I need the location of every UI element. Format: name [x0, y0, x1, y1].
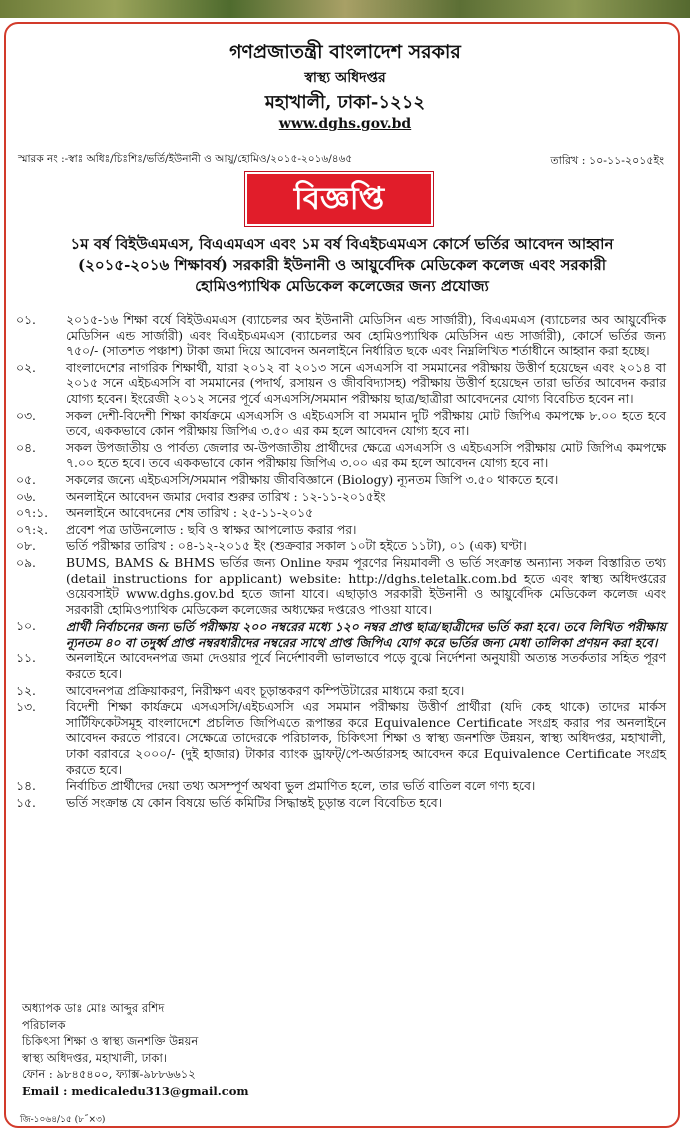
item-text: প্রবেশ পত্র ডাউনলোড : ছবি ও স্বাক্ষর আপলোড করার পর। [66, 522, 357, 537]
website-link[interactable]: www.dghs.gov.bd [278, 116, 412, 132]
list-item [16, 779, 666, 795]
item-number: ১৪. [16, 779, 36, 794]
list-item [16, 441, 666, 472]
signatory-name: অধ্যাপক ডাঃ মোঃ আব্দুর রশিদ [22, 1001, 165, 1015]
list-item [16, 523, 666, 539]
item-text: অনলাইনে আবেদনপত্র জমা দেওয়ার পূর্বে নির্দেশাবলী ভালভাবে পড়ে বুঝে নির্দেশনা অনুযায়ী অত্যন্ত সতর্কতার সহিত পূরণ করতে হবে। [66, 651, 666, 682]
notice-title: বিজ্ঞপ্তি [245, 172, 433, 226]
item-text: ভর্তি সংক্রান্ত যে কোন বিষয়ে ভর্তি কমিটির সিদ্ধান্তই চূড়ান্ত বলে বিবেচিত হবে। [66, 795, 443, 810]
list-item [16, 651, 666, 682]
list-item [16, 361, 666, 408]
item-number: ০১. [16, 313, 36, 327]
item-number: ১২. [16, 683, 36, 698]
item-text: BUMS, BAMS & BHMS ভর্তির জন্য Online ফরম পূরণের নিয়মাবলী ও ভর্তি সংক্রান্ত অন্যান্য সকল বিস্তারিত তথ্য (detail instructions for applicant) website: http://dghs.teletalk.com.bd হতে এবং স্বাস্থ্য অধিদপ্তরের ওয়েবসাইট www.dghs.gov.bd হতে জানা যাবে। এছাড়াও সরকারী ইউনানী ও আয়ুর্বেদিক মেডিকেল কলেজ এবং সরকারী হোমিওপ্যাথিক মেডিকেল কলেজের অধ্যক্ষের দপ্তরেও পাওয়া যাবে। [66, 555, 666, 617]
item-number: ০৭:১. [16, 506, 49, 521]
item-text: সকল উপজাতীয় ও পার্বত্য জেলার অ-উপজাতীয় প্রার্থীদের ক্ষেত্রে এসএসসি ও এইচএসসি পরীক্ষায় মোট জিপিএ কমপক্ষে ৭.০০ হতে হবে। তবে এককভাবে কোন পরীক্ষায় জিপিএ ৩.০০ এর কম হলে আবেদন যোগ্য হবে না। [66, 440, 666, 471]
item-number: ০৮. [16, 539, 36, 554]
address: মহাখালী, ঢাকা-১২১২ [264, 92, 426, 113]
footer-code: জি-১০৬৪/১৫ (৮˝×৩) [20, 1115, 106, 1125]
item-number: ০৬. [16, 489, 36, 504]
list-item [16, 619, 666, 650]
list-item [16, 313, 666, 360]
list-item [16, 506, 666, 522]
item-number: ১৫. [16, 795, 36, 810]
item-text: সকলের জন্যে এইচএসসি/সমমান পরীক্ষায় জীববিজ্ঞানে (Biology) ন্যূনতম জিপি ৩.৫০ থাকতে হবে। [66, 472, 559, 487]
item-text: প্রার্থী নির্বাচনের জন্য ভর্তি পরীক্ষায় ২০০ নম্বরের মধ্যে ১২০ নম্বর প্রাপ্ত ছাত্র/ছাত্রীদের ভর্তি করা হবে। তবে লিখিত পরীক্ষায় ন্যূনতম ৪০ বা তদুর্ধ্ব প্রাপ্ত নম্বরধারীদের নম্বরের সাথে প্রাপ্ত জিপিএ যোগ করে ভর্তির জন্য মেধা তালিকা প্রণয়ন করা হবে। [66, 619, 666, 650]
subject-line-1: ১ম বর্ষ বিইউএমএস, বিএএমএস এবং ১ম বর্ষ বিএইচএমএস কোর্সে ভর্তির আবেদন আহ্বান [70, 235, 614, 253]
list-item [16, 409, 666, 440]
signature-block [22, 1000, 249, 1099]
item-text: বিদেশী শিক্ষা কার্যক্রমে এসএসসি/এইচএসসি এর সমমান পরীক্ষায় উত্তীর্ণ প্রার্থীরা (যদি কেহ থাকে) তাদের মার্কস সার্টিফিকেটসমূহ বাংলাদেশে প্রচলিত জিপিএতে রূপান্তর করে Equivalence Certificate সংগ্রহ করার পর অনলাইনে আবেদন করতে পারবে। সেক্ষেত্রে তাদেরকে পরিচালক, চিকিৎসা শিক্ষা ও স্বাস্থ্য জনশক্তি উন্নয়ন, স্বাস্থ্য অধিদপ্তর, মহাখালী, ঢাকা বরাবরে ২০০০/- (দুই হাজার) টাকার ব্যাংক ড্রাফট্/পে-অর্ডারসহ আবেদন করে Equivalence Certificate সংগ্রহ করতে হবে। [66, 700, 666, 777]
signatory-title: পরিচালক [22, 1017, 66, 1032]
subject-line-2: (২০১৫-২০১৬ শিক্ষাবর্ষ) সরকারী ইউনানী ও আয়ুর্বেদিক মেডিকেল কলেজ এবং সরকারী [78, 256, 606, 274]
list-item [16, 490, 666, 506]
item-number: ০৯. [16, 555, 36, 570]
department-name: স্বাস্থ্য অধিদপ্তর [304, 70, 386, 86]
list-item [16, 473, 666, 489]
signatory-office: স্বাস্থ্য অধিদপ্তর, মহাখালী, ঢাকা। [22, 1050, 167, 1065]
item-text: নির্বাচিত প্রার্থীদের দেয়া তথ্য অসম্পূর্ণ অথবা ভুল প্রমাণিত হলে, তার ভর্তি বাতিল বলে গণ্য হবে। [66, 779, 536, 794]
item-number: ১০. [16, 619, 36, 634]
contact-phone: ফোন : ৯৮৪৫৪০০, ফ্যাক্স-৯৮৮৬৬১২ [22, 1067, 196, 1081]
memo-date: তারিখ : ১০-১১-২০১৫ইং [550, 154, 664, 167]
item-text: আবেদনপত্র প্রক্রিয়াকরণ, নিরীক্ষণ এবং চূড়ান্তকরণ কম্পিউটারের মাধ্যমে করা হবে। [66, 683, 465, 698]
item-text: সকল দেশী-বিদেশী শিক্ষা কার্যক্রমে এসএসসি ও এইচএসসি বা সমমান দুটি পরীক্ষায় মোট জিপিএ কমপক্ষে ৮.০০ হতে হবে তবে, এককভাবে কোন পরীক্ষায় জিপিএ ৩.৫০ এর কম হলে আবেদন যোগ্য হবে না। [66, 408, 666, 439]
govt-name: গণপ্রজাতন্ত্রী বাংলাদেশ সরকার [229, 41, 461, 63]
notice-items [16, 313, 666, 812]
list-item [16, 684, 666, 700]
contact-email[interactable]: Email : medicaledu313@gmail.com [22, 1083, 249, 1098]
list-item [16, 556, 666, 618]
item-number: ০২. [16, 360, 36, 375]
list-item [16, 796, 666, 812]
item-number: ১৩. [16, 700, 36, 715]
top-decorative-strip [0, 0, 690, 18]
memo-reference: স্মারক নং :-স্বাঃ অধিঃ/চিঃশিঃ/ভর্তি/ইউনানী ও আয়ু/হোমিও/২০১৫-২০১৬/৪৬৫ [18, 153, 353, 165]
item-number: ০৪. [16, 440, 36, 455]
notice-subject [10, 234, 674, 297]
signatory-department: চিকিৎসা শিক্ষা ও স্বাস্থ্য জনশক্তি উন্নয়ন [22, 1034, 199, 1048]
item-number: ০৭:২. [16, 522, 49, 537]
item-number: ০৩. [16, 408, 36, 423]
item-number: ১১. [16, 651, 36, 666]
item-text: ২০১৫-১৬ শিক্ষা বর্ষে বিইউএমএস (ব্যাচেলর অব ইউনানী মেডিসিন এন্ড সার্জারী), বিএএমএস (ব্যাচেলর অব আয়ুর্বেদিক মেডিসিন এন্ড সার্জারী) এবং বিএইচএমএস (ব্যাচেলর অব হোমিওপ্যাথিক মেডিসিন এন্ড সার্জারী), কোর্সে ভর্তির জন্য ৭৫০/- (সাতশত পঞ্চাশ) টাকা জমা দিয়ে আবেদন অনলাইনে নির্ধারিত ছকে এবং নিম্নলিখিত শর্তাধীনে আহ্বান করা হচ্ছে। [66, 313, 666, 359]
item-text: অনলাইনে আবেদন জমার দেবার শুরুর তারিখ : ১২-১১-২০১৫ইং [66, 489, 386, 504]
subject-line-3: হোমিওপ্যাথিক মেডিকেল কলেজের জন্য প্রযোজ্য [195, 277, 489, 295]
list-item [16, 539, 666, 555]
item-text: বাংলাদেশের নাগরিক শিক্ষার্থী, যারা ২০১২ বা ২০১৩ সনে এসএসসি বা সমমানের পরীক্ষায় উত্তীর্ণ হয়েছেন এবং ২০১৪ বা ২০১৫ সনে এইচএসসি বা সমমানের (পদার্থ, রসায়ন ও জীববিদ্যাসহ) পরীক্ষায় উত্তীর্ণ হয়েছেন তারা ভর্তির আবেদন করার যোগ্য হবেন। ইংরেজী ২০১২ সনের পূর্বে এসএসসি/সমমান পরীক্ষায় ছাত্র/ছাত্রীরা আবেদনের যোগ্য বিবেচিত হবেন না। [66, 360, 666, 406]
item-text: ভর্তি পরীক্ষার তারিখ : ০৪-১২-২০১৫ ইং (শুক্রবার সকাল ১০টা হইতে ১১টা), ০১ (এক) ঘণ্টা। [66, 539, 527, 554]
item-number: ০৫. [16, 472, 36, 487]
item-text: অনলাইনে আবেদনের শেষ তারিখ : ২৫-১১-২০১৫ [66, 506, 314, 521]
list-item [16, 700, 666, 778]
